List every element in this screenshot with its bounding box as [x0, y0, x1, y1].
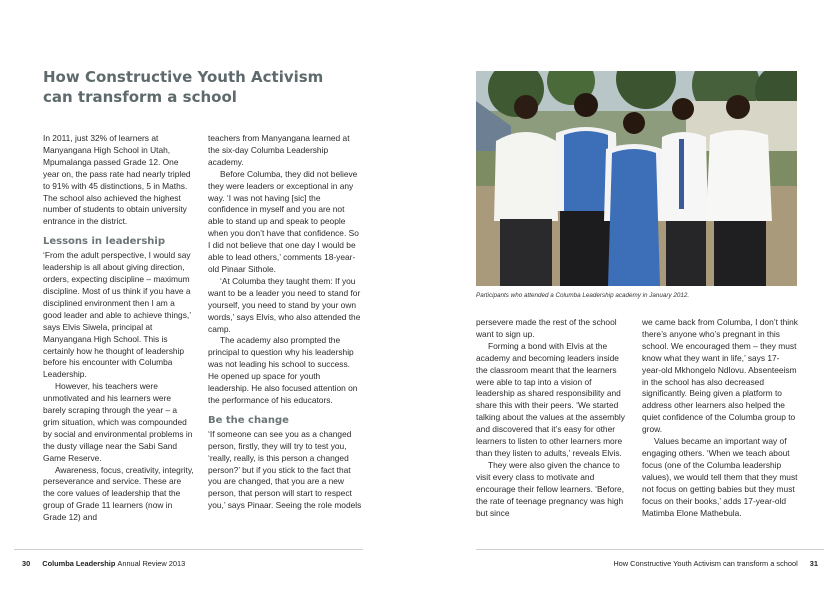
paragraph: teachers from Manyangana learned at the six-day Columba Leadership academy. [208, 133, 350, 167]
group-photo [476, 71, 797, 286]
footer-right [613, 559, 818, 569]
paragraph: Before Columba, they did not believe they were leaders or exceptional in any way. ‘I was not having [sic] the confidence in myself and you are not able to stand up and speak to people when you don’t have that confidence. So I did not believe that one day I would be able to lead others,’ comments 18-year-old Pinaar Sithole. [208, 168, 359, 274]
page-number-right: 31 [809, 559, 818, 568]
footer-article-title: How Constructive Youth Activism can transform a school [613, 559, 798, 568]
article-title-line-2: can transform a school [43, 88, 237, 106]
paragraph: ‘From the adult perspective, I would say leadership is all about giving direction, orders, expecting discipline – maximum discipline. Most of us think if you have a disciplined environment then I am a good leader and able to achieve things,’ says Elvis Siwela, principal at Manyangana High School. This is certainly how he thought of leadership before his encounter with Columba Leadership. [43, 250, 191, 380]
page-number-left: 30 [22, 559, 31, 568]
footer-rule-left [14, 549, 363, 550]
paragraph: persevere made the rest of the school want to sign up. [476, 317, 617, 339]
right-column-1 [476, 317, 631, 519]
photo-caption: Participants who attended a Columba Leadership academy in January 2012. [476, 292, 690, 299]
footer-left [22, 559, 185, 569]
paragraph: ‘At Columba they taught them: If you want to be a leader you need to stand for yourself, you need to stand by your own words,’ says Elvis, who also attended the camp. [208, 275, 361, 334]
right-column-2 [642, 317, 798, 519]
paragraph: Forming a bond with Elvis at the academy and becoming leaders inside the classroom meant that the learners were able to tap into a vision of leadership as shared responsibility and share this with their peers. ‘We started talking about the values at the assembly and discovered that it’s easy for other learners to listen to other learners more than they listen to adults,’ reveals Elvis. [476, 340, 625, 458]
footer-brand: Columba Leadership [42, 559, 116, 568]
left-column-2 [208, 133, 362, 512]
paragraph: The academy also prompted the principal to question why his leadership was not leading his school to success. He opened up space for youth leadership. He also focused attention on the performance of his educators. [208, 335, 358, 405]
section-heading-change: Be the change [208, 414, 289, 426]
footer-publication: Annual Review 2013 [117, 559, 186, 568]
paragraph: However, his teachers were unmotivated and his learners were barely scraping through the year – a grim situation, which was compounded by social and environmental problems in the dusty village near the Sabi Sand Game Reserve. [43, 381, 193, 463]
paragraph: Values became an important way of engaging others. ‘When we teach about focus (one of the Columba leadership values), we would tell them that they must not focus on getting babies but they must focus on their books,’ adds 17-year-old Matimba Elone Mathebula. [642, 436, 798, 518]
section-heading-leadership: Lessons in leadership [43, 236, 165, 248]
paragraph: In 2011, just 32% of learners at Manyangana High School in Utah, Mpumalanga passed Grade 12. One year on, the pass rate had nearly tripled to 91% with 45 distinctions, 5 in Maths. The school also achieved the highest number of students to obtain university entrance in the district. [43, 133, 191, 227]
article-title-line-1: How Constructive Youth Activism [43, 68, 324, 86]
article-title [43, 67, 373, 107]
group-photo-illustration [476, 71, 797, 286]
footer-rule-right [476, 549, 824, 550]
paragraph: ‘If someone can see you as a changed person, firstly, they will try to test you, ‘really, really, is this person a changed person?’ but if you stick to the fact that you are changed, that you are a new person, that person will start to respect you,’ says Pinaar. Seeing the role models [208, 428, 362, 511]
paragraph: They were also given the chance to visit every class to motivate and encourage their fellow learners. ‘Before, the rate of teenage pregnancy was high but since [476, 459, 625, 518]
paragraph: Awareness, focus, creativity, integrity, perseverance and service. These are the core values of leadership that the group of Grade 11 learners (now in Grade 12) and [43, 464, 194, 523]
paragraph: we came back from Columba, I don’t think there’s anyone who’s pregnant in this school. We encouraged them – they must know what they want in life,’ says 17-year-old Mkhongelo Ndlovu. Absenteeism in the school has also decreased significantly. Being given a platform to address other learners also helped the quiet confidence of the Columba group to grow. [642, 317, 798, 435]
left-column-1 [43, 133, 195, 524]
